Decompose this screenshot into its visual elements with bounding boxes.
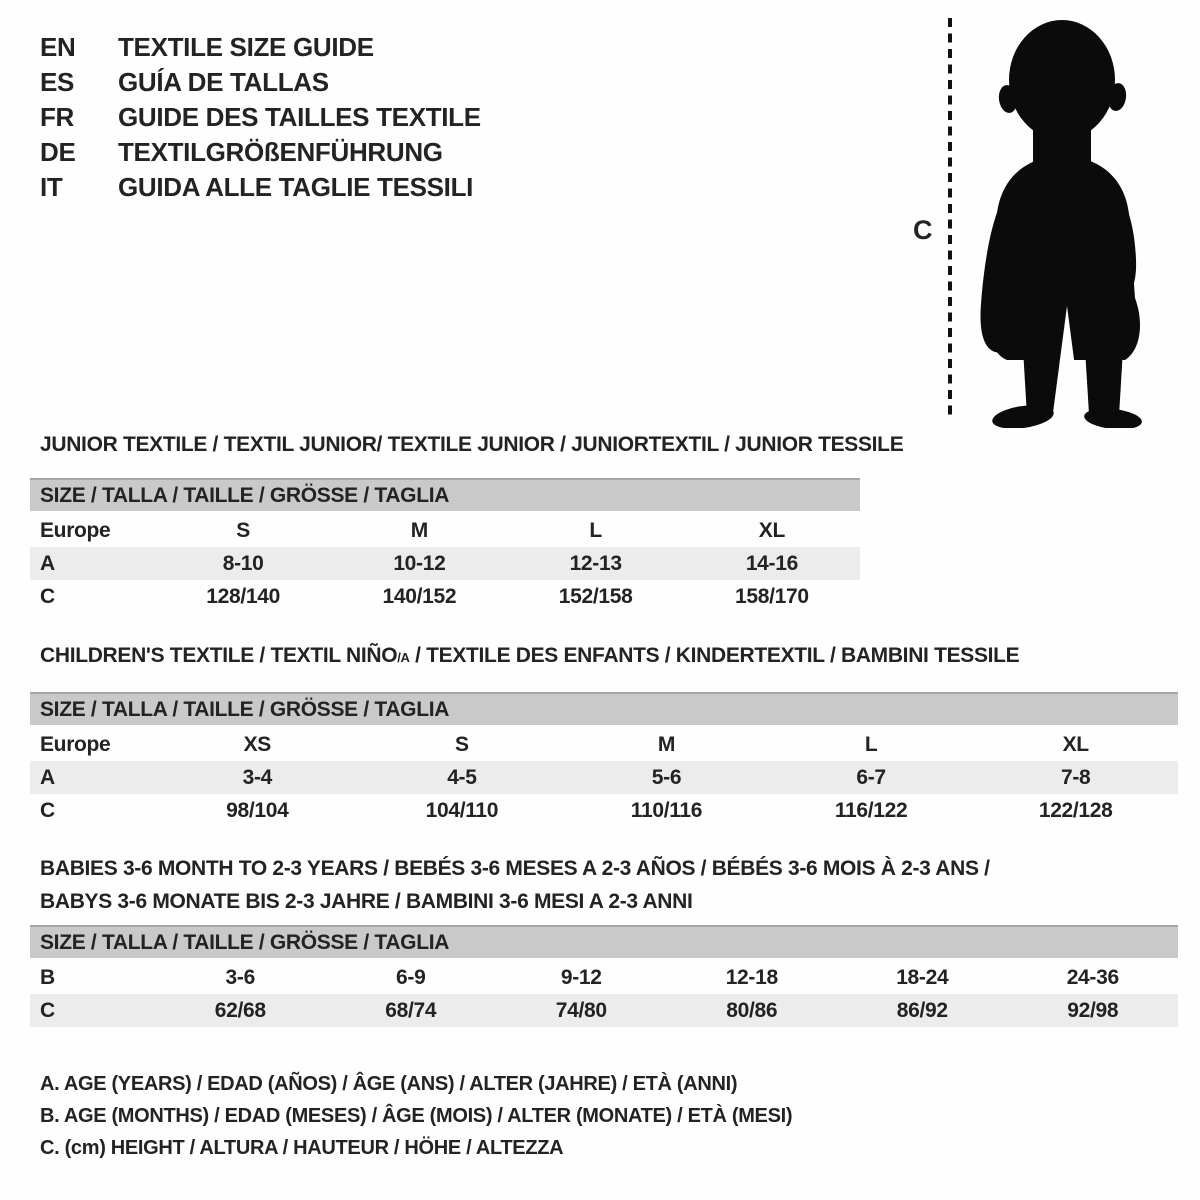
language-code: FR (40, 102, 75, 132)
value-cell: 98/104 (226, 798, 289, 822)
section-junior-textile (30, 432, 904, 613)
value-cell: L (864, 732, 878, 756)
value-cell: 12-13 (508, 547, 684, 580)
figure-graphic (905, 10, 1160, 428)
value-cell: 8-10 (155, 547, 331, 580)
value-cell: XS (243, 732, 271, 756)
footnote-line: B. AGE (MONTHS) / EDAD (MESES) / ÂGE (MOIS) / ALTER (MONATE) / ETÀ (MESI) (40, 1105, 793, 1127)
table-row (30, 794, 1178, 827)
table-row (30, 547, 860, 580)
section-title-text: CHILDREN'S TEXTILE / TEXTIL NIÑO (40, 644, 398, 667)
toddler-silhouette-icon (981, 20, 1143, 428)
value-cell: 24-36 (1066, 965, 1119, 989)
language-row (40, 100, 481, 135)
row-label-cell: C (30, 994, 155, 1027)
footnote-line: A. AGE (YEARS) / EDAD (AÑOS) / ÂGE (ANS) / ALTER (JAHRE) / ETÀ (ANNI) (40, 1073, 738, 1095)
size-table (30, 925, 1178, 1027)
table-row (30, 727, 1178, 762)
language-guide-title: TEXTILE SIZE GUIDE (118, 32, 374, 62)
value-cell: 110/116 (630, 798, 703, 822)
value-cell: 9-12 (560, 965, 602, 989)
footnotes (40, 1068, 792, 1164)
table-row (30, 761, 1178, 794)
value-cell: 74/80 (496, 994, 667, 1027)
row-label-cell: C (40, 584, 55, 608)
row-label-cell: A (30, 761, 155, 794)
value-cell: M (410, 518, 428, 542)
table-header-bar: SIZE / TALLA / TAILLE / GRÖSSE / TAGLIA (30, 479, 860, 513)
row-label-cell: A (30, 547, 155, 580)
value-cell: L (589, 518, 602, 542)
value-cell: 116/122 (834, 798, 908, 822)
language-code: IT (40, 172, 63, 202)
table-header-row (30, 693, 1178, 727)
section-title-text: / TEXTILE DES ENFANTS / KINDERTEXTIL / BAMBINI TESSILE (409, 644, 1020, 667)
row-label-cell: Europe (40, 732, 111, 756)
section-title-text: BABYS 3-6 MONATE BIS 2-3 JAHRE / BAMBINI 3-6 MESI A 2-3 ANNI (40, 890, 693, 913)
value-cell: 158/170 (735, 584, 809, 608)
section-children-textile (30, 643, 1178, 827)
size-table (30, 692, 1178, 827)
value-cell: M (657, 732, 676, 756)
footnote-line: C. (cm) HEIGHT / ALTURA / HAUTEUR / HÖHE / ALTEZZA (40, 1137, 564, 1159)
value-cell: 12-18 (725, 965, 778, 989)
value-cell: 86/92 (837, 994, 1008, 1027)
value-cell: 104/110 (425, 798, 499, 822)
section-title (40, 852, 1178, 885)
value-cell: 3-4 (155, 761, 360, 794)
value-cell: S (236, 518, 250, 542)
table-header-bar: SIZE / TALLA / TAILLE / GRÖSSE / TAGLIA (30, 926, 1178, 960)
size-table (30, 478, 860, 613)
language-row (40, 65, 481, 100)
value-cell: 128/140 (206, 584, 280, 608)
language-list (40, 30, 481, 205)
language-row (40, 30, 481, 65)
table-header-row (30, 926, 1178, 960)
value-cell: 62/68 (155, 994, 326, 1027)
section-babies-textile (30, 852, 1178, 1027)
section-title (40, 432, 904, 457)
table-row (30, 994, 1178, 1027)
value-cell: 122/128 (1038, 798, 1113, 822)
value-cell: 14-16 (684, 547, 860, 580)
language-guide-title: GUIDE DES TAILLES TEXTILE (118, 102, 481, 132)
value-cell: 3-6 (225, 965, 255, 989)
language-row (40, 135, 481, 170)
table-header-bar: SIZE / TALLA / TAILLE / GRÖSSE / TAGLIA (30, 693, 1178, 727)
height-figure (905, 10, 1160, 428)
row-label-cell: Europe (40, 518, 111, 542)
value-cell: S (455, 732, 469, 756)
row-label-cell: C (40, 798, 55, 822)
language-code: ES (40, 67, 75, 97)
value-cell: 140/152 (382, 584, 457, 608)
value-cell: 6-7 (769, 761, 974, 794)
value-cell: 18-24 (896, 965, 949, 989)
table-header-row (30, 479, 860, 513)
value-cell: 152/158 (558, 584, 633, 608)
section-title-text: BABIES 3-6 MONTH TO 2-3 YEARS / BEBÉS 3-6 MESES A 2-3 AÑOS / BÉBÉS 3-6 MOIS À 2-3 ANS / (40, 857, 990, 880)
value-cell: 5-6 (564, 761, 769, 794)
value-cell: 4-5 (360, 761, 565, 794)
value-cell: 7-8 (973, 761, 1178, 794)
language-code: EN (40, 32, 76, 62)
language-guide-title: GUÍA DE TALLAS (118, 67, 329, 97)
value-cell: XL (758, 518, 785, 542)
language-row (40, 170, 481, 205)
value-cell: 10-12 (331, 547, 507, 580)
table-row (30, 513, 860, 548)
value-cell: XL (1062, 732, 1089, 756)
row-label-cell: B (40, 965, 55, 989)
language-code: DE (40, 137, 76, 167)
section-title-text: JUNIOR TEXTILE / TEXTIL JUNIOR/ TEXTILE JUNIOR / JUNIORTEXTIL / JUNIOR TESSILE (40, 433, 904, 456)
value-cell: 92/98 (1008, 994, 1179, 1027)
language-guide-title: GUIDA ALLE TAGLIE TESSILI (118, 172, 474, 202)
section-title-text: /A (397, 650, 410, 665)
value-cell: 68/74 (326, 994, 497, 1027)
table-row (30, 580, 860, 613)
section-title (40, 885, 1178, 918)
value-cell: 6-9 (396, 965, 426, 989)
section-title (40, 643, 1178, 670)
height-label-c: C (913, 215, 933, 245)
language-guide-title: TEXTILGRÖßENFÜHRUNG (118, 137, 443, 167)
table-row (30, 960, 1178, 995)
value-cell: 80/86 (667, 994, 838, 1027)
